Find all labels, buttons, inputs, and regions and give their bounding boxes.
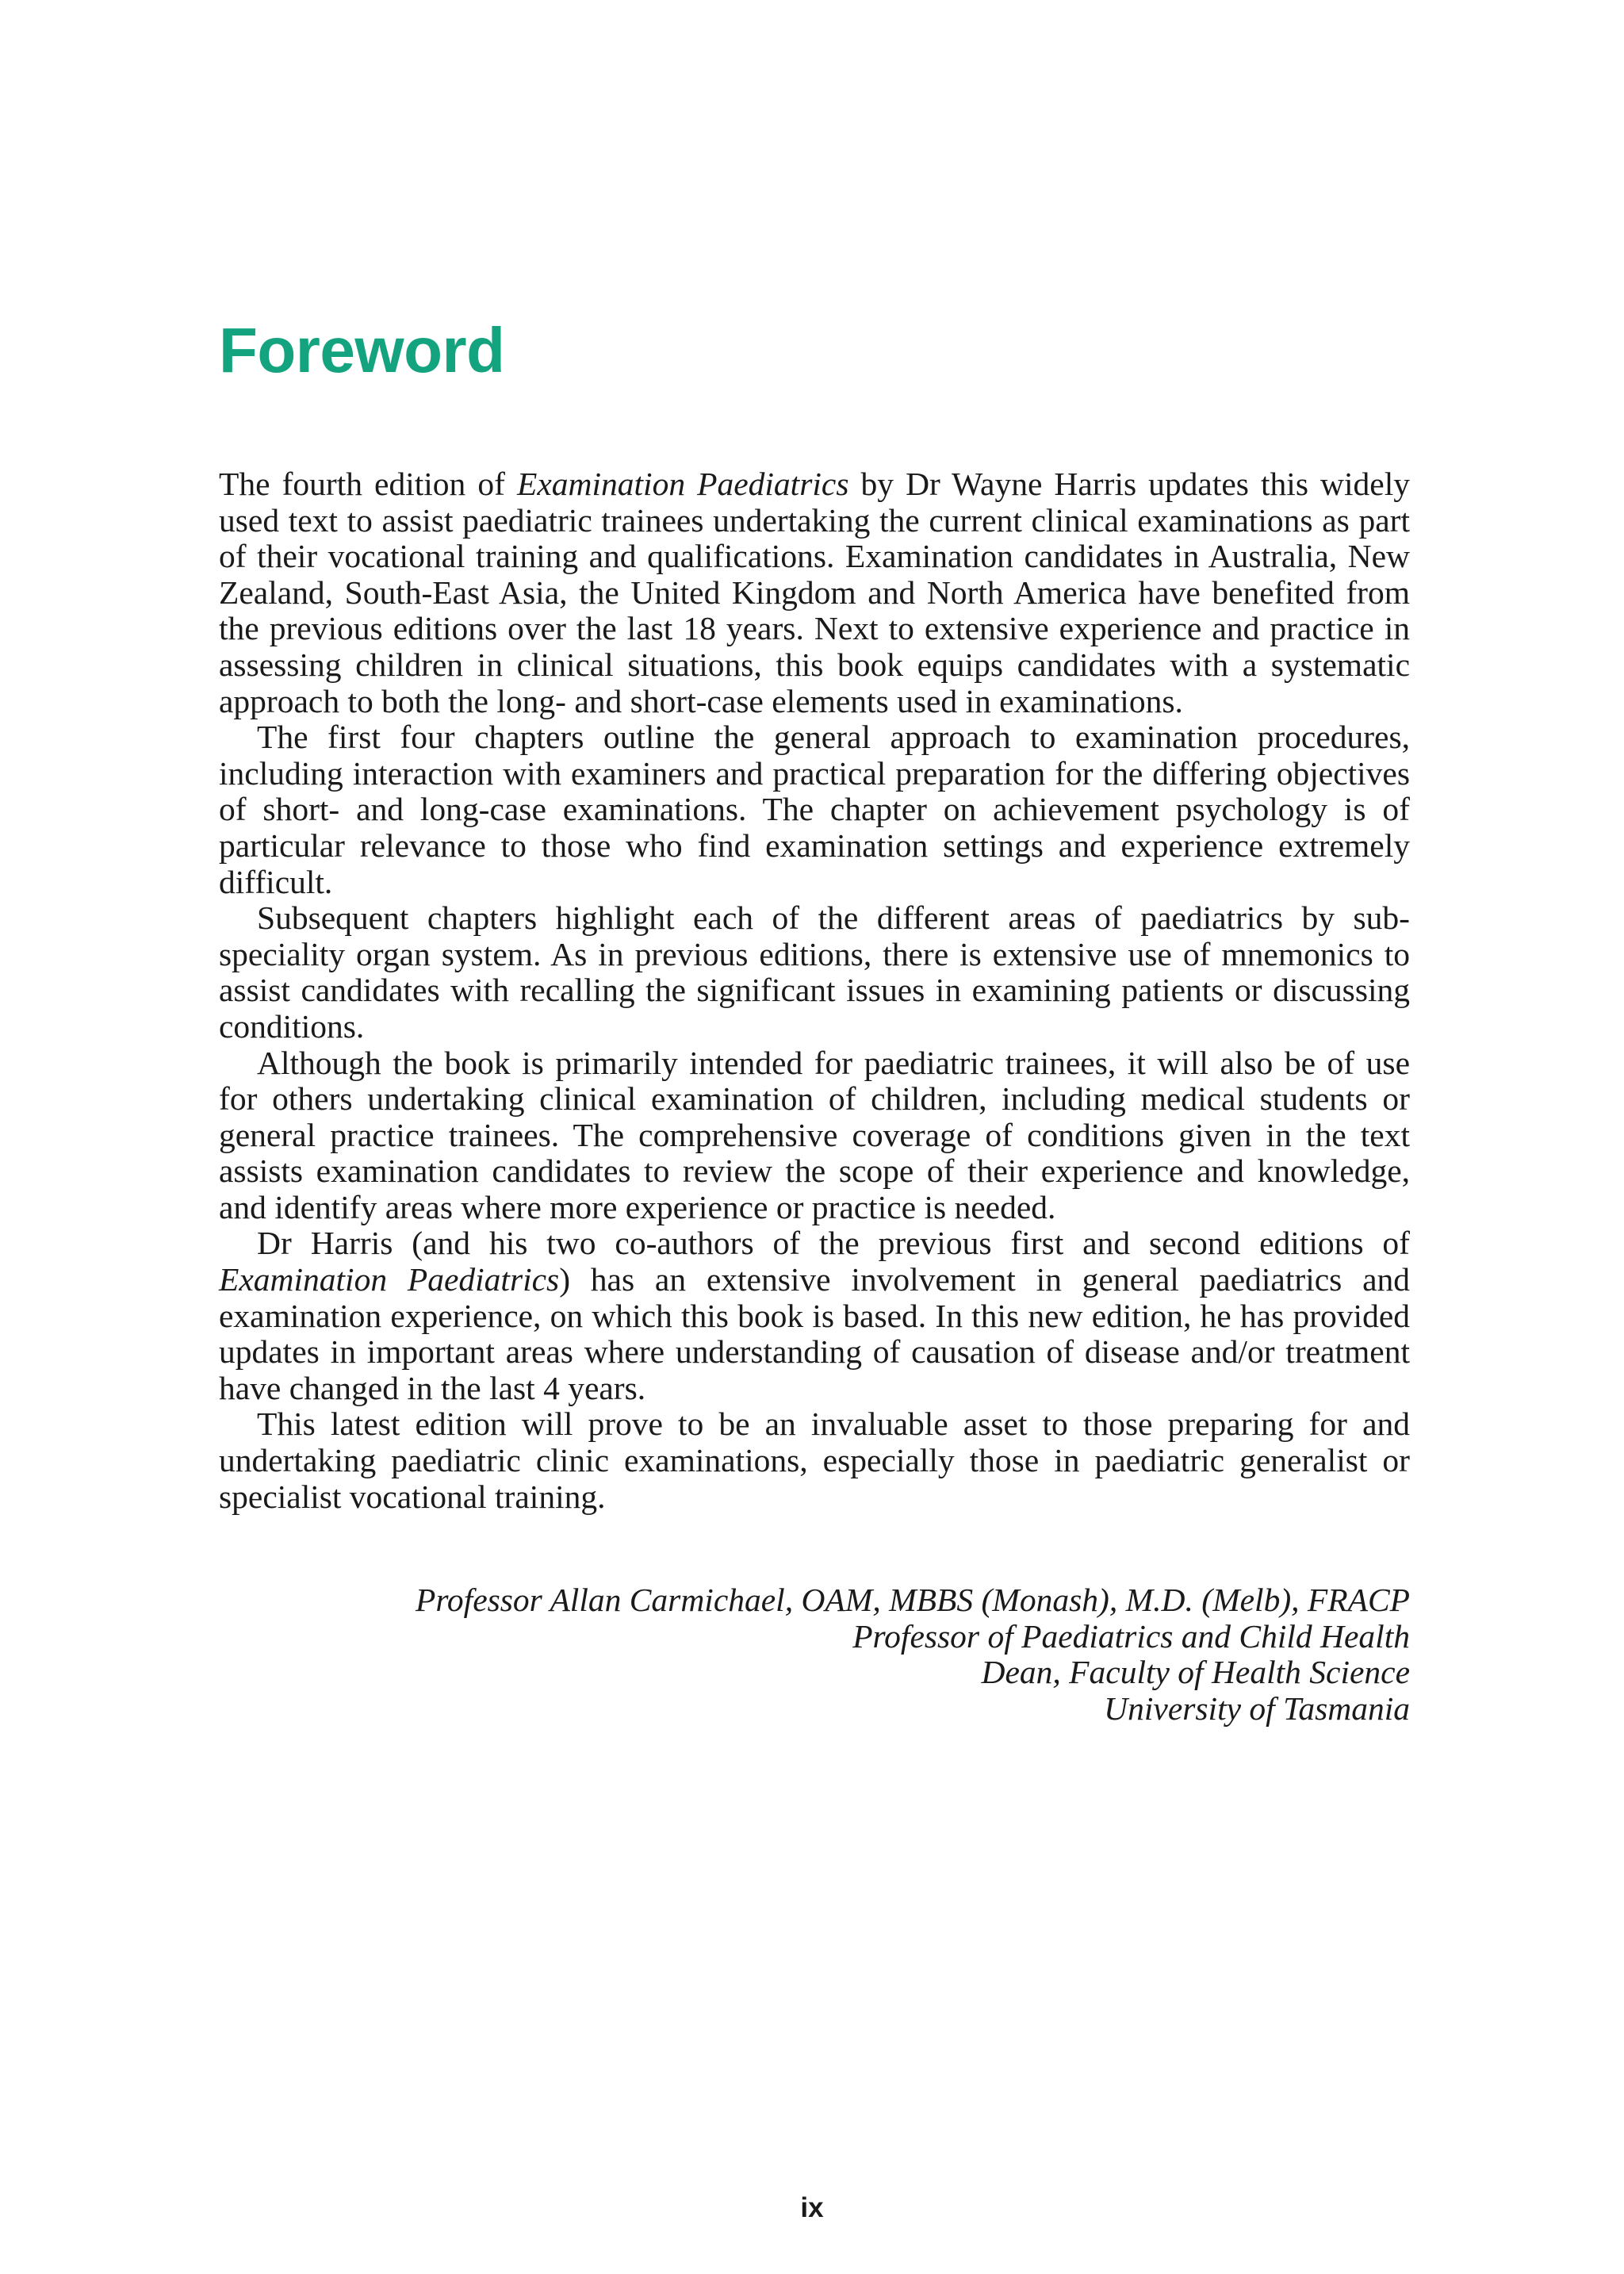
signature-dean: Dean, Faculty of Health Science	[981, 1654, 1410, 1691]
foreword-body	[219, 466, 1410, 1515]
paragraph-5-text-b: ) has an extensive involvement in general paediatrics and examination experience, on which this book is based. In this new edition, he has provided updates in important areas where understanding of causation of disease and/or treatment have changed in the last 4 years.	[219, 1261, 1410, 1406]
book-title-italic: Examination Paediatrics	[219, 1261, 560, 1298]
paragraph-1-text-b: by Dr Wayne Harris updates this widely used text to assist paediatric trainees undertaking the current clinical examinations as part of their vocational training and qualifications. Examination candidates in Australia, New Zealand, South-East Asia, the United Kingdom and North America have benefited from the previous editions over the last 18 years. Next to extensive experience and practice in assessing children in clinical situations, this book equips candidates with a systematic approach to both the long- and short-case elements used in examinations.	[219, 466, 1410, 719]
signature-name: Professor Allan Carmichael, OAM, MBBS (Monash), M.D. (Melb), FRACP	[415, 1582, 1410, 1618]
signature-institution: University of Tasmania	[1104, 1689, 1410, 1727]
paragraph-4: Although the book is primarily intended for paediatric trainees, it will also be of use for others undertaking clinical examination of children, including medical students or general practice trainees. The comprehensive coverage of conditions given in the text assists examination candidates to review the scope of their experience and knowledge, and identify areas where more experience or practice is needed.	[219, 1044, 1410, 1225]
page-number: ix	[800, 2192, 824, 2223]
signature-title: Professor of Paediatrics and Child Health	[852, 1617, 1410, 1655]
paragraph-3: Subsequent chapters highlight each of the different areas of paediatrics by subspeciality organ system. As in previous editions, there is extensive use of mnemonics to assist candidates with recalling the significant issues in examining patients or discussing conditions.	[219, 899, 1410, 1045]
paragraph-2: The first four chapters outline the general approach to examination procedures, including interaction with examiners and practical preparation for the differing objectives of short- and long-case examinations. The chapter on achievement psychology is of particular relevance to those who find examination settings and experience extremely difficult.	[219, 719, 1410, 900]
paragraph-1-text-a: The fourth edition of	[219, 466, 517, 502]
paragraph-5	[219, 1225, 1410, 1406]
book-title-italic: Examination Paediatrics	[517, 466, 849, 502]
paragraph-6: This latest edition will prove to be an invaluable asset to those preparing for and undertaking paediatric clinic examinations, especially those in paediatric generalist or specialist vocational training.	[219, 1405, 1410, 1515]
paragraph-1	[219, 466, 1410, 719]
paragraph-5-text-a: Dr Harris (and his two co-authors of the previous first and second editions of	[257, 1225, 1410, 1262]
author-signature-block	[300, 1582, 1410, 1727]
page-title: Foreword	[219, 315, 505, 385]
